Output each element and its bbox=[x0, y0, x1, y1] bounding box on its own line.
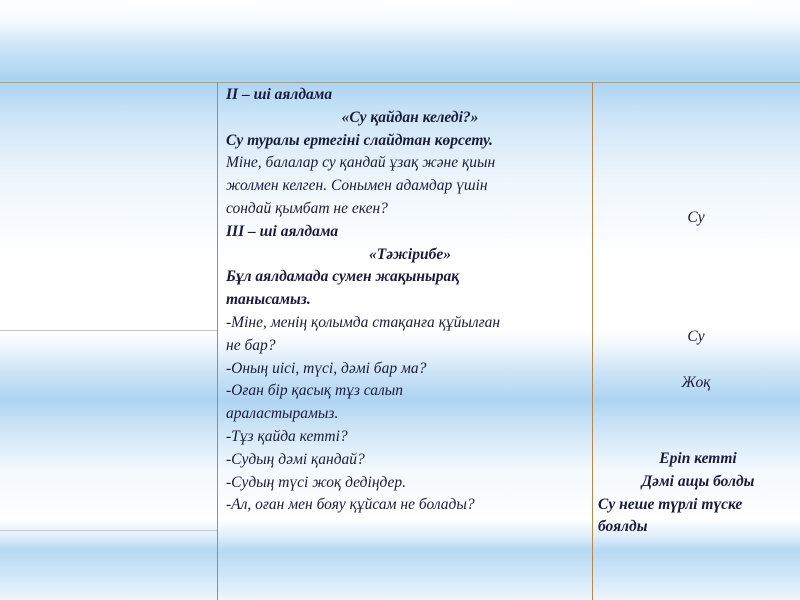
lesson-line: III – ші аялдама bbox=[226, 222, 339, 240]
lesson-line: не бар? bbox=[226, 336, 276, 354]
lesson-text-column bbox=[226, 84, 594, 517]
answer-water-2: Су bbox=[687, 328, 705, 345]
lesson-line: -Тұз қайда кетті? bbox=[226, 427, 348, 445]
lesson-line: сондай қымбат не екен? bbox=[226, 199, 388, 217]
row-divider bbox=[0, 330, 217, 331]
lesson-line: -Ал, оған мен бояу құйсам не болады? bbox=[226, 496, 475, 514]
answer-water-1: Су bbox=[687, 209, 705, 226]
lesson-line: -Судың дәмі қандай? bbox=[226, 450, 365, 468]
lesson-line: араластырамыз. bbox=[226, 405, 339, 423]
answer-colored-cont: боялды bbox=[598, 518, 648, 536]
lesson-line: II – ші аялдама bbox=[226, 86, 333, 103]
lesson-line: -Судың түсі жоқ дедіңдер. bbox=[226, 473, 407, 491]
lesson-line: -Міне, менің қолымда стақанға құйылған bbox=[226, 313, 501, 331]
lesson-line: жолмен келген. Сонымен адамдар үшін bbox=[226, 177, 488, 195]
answer-none: Жоқ bbox=[681, 373, 711, 391]
answer-taste-salty: Дәмі ащы болды bbox=[641, 472, 755, 490]
lesson-line: Бұл аялдамада сумен жақынырақ bbox=[226, 268, 460, 286]
lesson-line: танысамыз. bbox=[226, 291, 311, 309]
answer-column-block-3 bbox=[598, 448, 798, 539]
answer-dissolved: Еріп кетті bbox=[659, 450, 737, 467]
row-divider bbox=[0, 530, 217, 531]
lesson-line: «Тәжірибе» bbox=[369, 245, 451, 263]
lesson-line: -Оған бір қасық тұз салып bbox=[226, 382, 404, 400]
lesson-line: Су туралы ертегіні слайдтан көрсету. bbox=[226, 131, 493, 149]
lesson-line: «Су қайдан келеді?» bbox=[341, 108, 479, 126]
answer-column-block-2 bbox=[596, 326, 796, 394]
column-divider-left bbox=[217, 82, 218, 600]
answer-colored: Су неше түрлі түске bbox=[598, 495, 743, 513]
answer-column-block-1 bbox=[596, 207, 796, 230]
lesson-line: -Оның иісі, түсі, дәмі бар ма? bbox=[226, 359, 427, 377]
lesson-line: Міне, балалар су қандай ұзақ және қиын bbox=[226, 154, 496, 172]
